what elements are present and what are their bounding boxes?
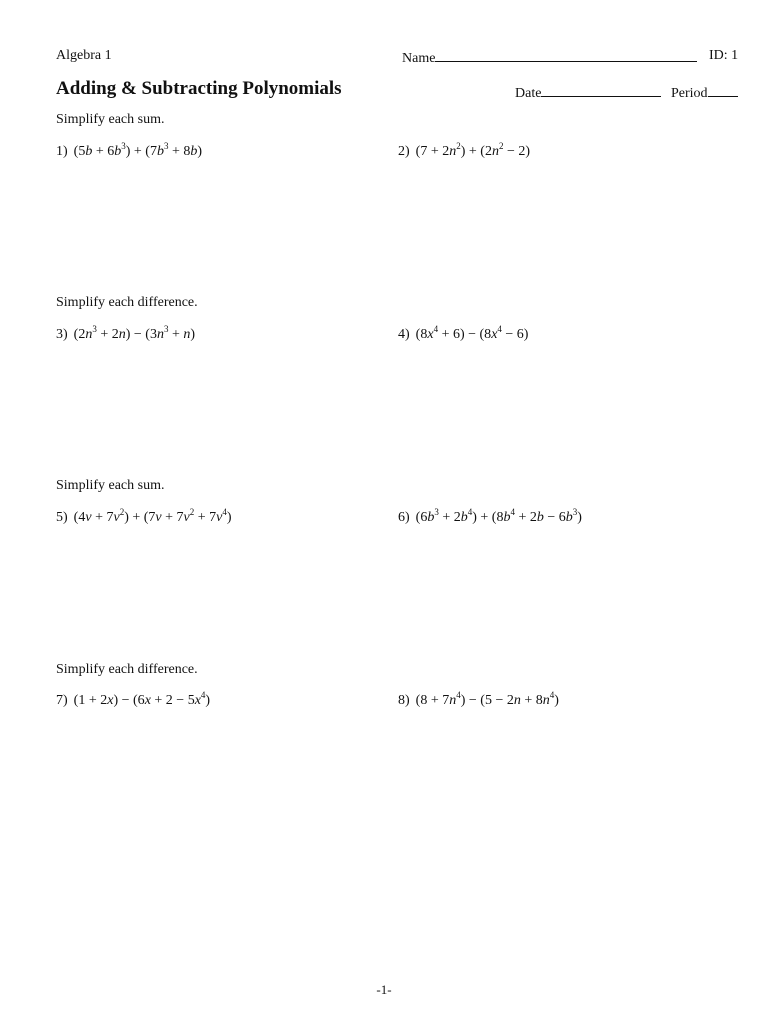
problem-8 [398,692,559,710]
exponent: 4 [222,507,227,517]
term-text: (5 [73,144,86,159]
exponent: 2 [498,141,504,151]
name-label: Name [402,51,436,66]
variable: b [565,510,573,525]
problem-number: 4) [398,327,410,342]
term-text: (2 [73,327,86,342]
problem-5 [56,509,232,527]
term-text: + 7 [91,510,114,525]
variable: n [449,693,457,708]
term-text: ) [190,327,196,342]
term-text: ) − (5 − 2 [460,693,514,708]
variable: v [85,510,92,525]
term-text: − 2) [503,144,531,159]
term-text: + 2 − 5 [150,693,195,708]
variable: n [491,144,499,159]
variable: x [427,327,434,342]
variable: v [113,510,120,525]
exponent: 4 [200,690,206,700]
term-text: ) + (8 [472,510,504,525]
term-text: + [168,327,184,342]
term-text: ) [577,510,582,525]
exponent: 4 [433,324,439,334]
variable: x [491,327,498,342]
date-label: Date [515,86,542,101]
term-text: + 6 [92,144,115,159]
exponent: 3 [163,324,169,334]
period-field[interactable] [671,83,738,102]
variable: n [513,693,521,708]
term-text: ) + (7 [125,144,157,159]
problem-3 [56,326,195,344]
problem-number: 6) [398,510,410,525]
page-number: -1- [376,982,392,997]
variable: b [503,510,511,525]
problem-number: 1) [56,144,68,159]
problem-1 [56,143,202,161]
variable: b [460,510,468,525]
problem-number: 7) [56,693,68,708]
variable: x [144,693,151,708]
term-text: − 6) [501,327,529,342]
problem-expression [73,507,232,525]
problem-expression [73,141,203,159]
exponent: 3 [572,507,578,517]
name-field[interactable] [402,48,697,67]
term-text: ) [554,693,559,708]
term-text: + 7 [161,510,184,525]
term-text: ) [197,144,203,159]
variable: n [542,693,550,708]
problem-number: 8) [398,693,410,708]
problem-2 [398,143,530,161]
term-text: − 6 [543,510,566,525]
term-text: + 8 [168,144,191,159]
variable: v [155,510,162,525]
section-4-instruction: Simplify each difference. [56,662,198,677]
term-text: + 6) − (8 [438,327,492,342]
variable: b [85,144,93,159]
exponent: 3 [92,324,97,334]
term-text: ) + (2 [460,144,492,159]
variable: x [107,693,114,708]
variable: b [156,144,164,159]
exponent: 4 [549,690,555,700]
term-text: ) [226,510,232,525]
id-label: ID: 1 [709,48,739,63]
exponent: 4 [467,507,473,517]
problem-number: 2) [398,144,410,159]
term-text: ) − (6 [113,693,145,708]
problem-expression [415,324,529,342]
exponent: 2 [119,507,125,517]
term-text: (7 + 2 [415,144,450,159]
exponent: 4 [497,324,502,334]
term-text: (8 + 7 [415,693,450,708]
variable: b [190,144,198,159]
variable: b [427,510,435,525]
variable: v [183,510,190,525]
term-text: + 2 [514,510,537,525]
course-label: Algebra 1 [56,48,112,63]
problem-7 [56,692,210,710]
exponent: 2 [189,507,195,517]
problem-expression [415,507,582,525]
problem-expression [73,324,196,342]
problem-4 [398,326,528,344]
term-text: (4 [73,510,86,525]
problem-number: 5) [56,510,68,525]
term-text: (8 [415,327,428,342]
exponent: 4 [510,507,515,517]
section-2-instruction: Simplify each difference. [56,295,198,310]
variable: n [449,144,457,159]
date-blank[interactable] [541,83,661,97]
section-1-instruction: Simplify each sum. [56,112,165,127]
date-field[interactable] [515,83,661,102]
term-text: ) − (3 [125,327,157,342]
problem-expression [73,690,211,708]
term-text: + 2 [438,510,461,525]
term-text: ) [205,693,211,708]
variable: n [156,327,164,342]
term-text: + 7 [194,510,217,525]
period-blank[interactable] [708,83,738,97]
variable: b [536,510,544,525]
term-text: (1 + 2 [73,693,108,708]
variable: v [216,510,223,525]
variable: x [194,693,201,708]
section-3-instruction: Simplify each sum. [56,478,165,493]
period-label: Period [671,86,708,101]
variable: b [114,144,122,159]
problem-expression [415,141,531,159]
exponent: 3 [434,507,439,517]
problem-expression [415,690,559,708]
exponent: 3 [121,141,126,151]
term-text: (6 [415,510,428,525]
term-text: + 2 [96,327,119,342]
worksheet-title: Adding & Subtracting Polynomials [56,78,342,99]
exponent: 3 [163,141,169,151]
problem-number: 3) [56,327,68,342]
variable: n [118,327,126,342]
exponent: 4 [456,690,461,700]
name-blank[interactable] [435,48,697,62]
exponent: 2 [456,141,461,151]
variable: n [85,327,93,342]
variable: n [183,327,191,342]
term-text: ) + (7 [124,510,156,525]
term-text: + 8 [520,693,543,708]
problem-6 [398,509,582,527]
